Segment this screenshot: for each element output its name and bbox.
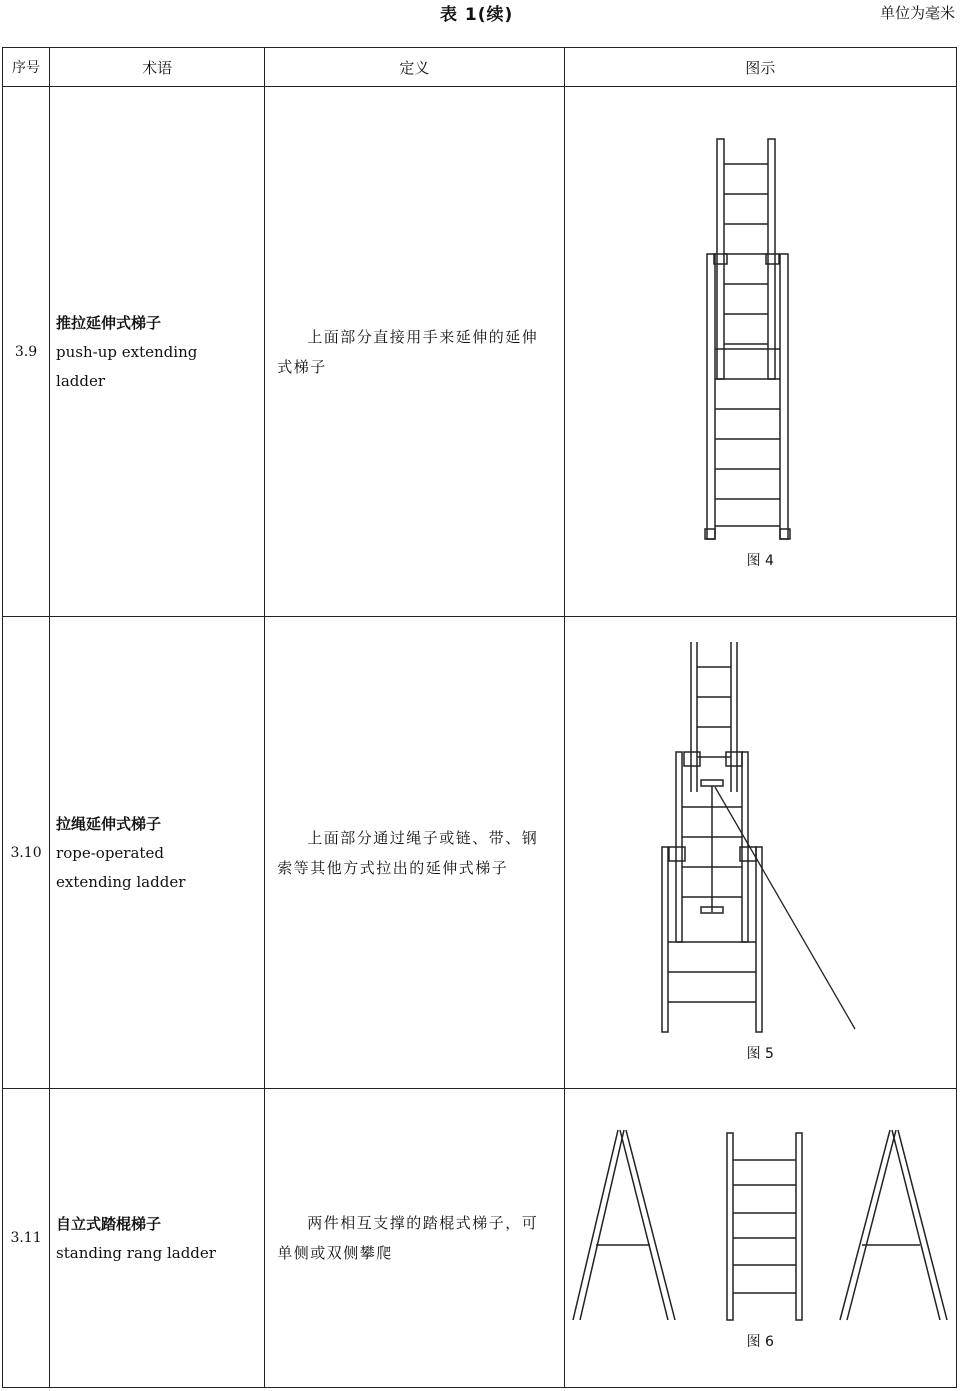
row-number: 3.10 (3, 617, 50, 1089)
term-english: push-up extending (56, 342, 198, 361)
term-cell (50, 617, 265, 1089)
term-chinese: 自立式踏棍梯子 (56, 1214, 162, 1233)
col-header-definition: 定义 (265, 48, 564, 87)
standing-rung-ladder-figure (570, 1125, 950, 1325)
definition-text: 两件相互支撑的踏棍式梯子，可单侧或双侧攀爬 (277, 1214, 539, 1262)
table-row (3, 87, 957, 617)
term-english: rope-operated (56, 843, 164, 862)
terms-table (2, 47, 957, 1388)
rope-operated-extending-ladder-figure (655, 642, 865, 1037)
definition-text: 上面部分直接用手来延伸的延伸式梯子 (277, 327, 539, 376)
col-header-no: 序号 (3, 48, 50, 87)
term-english: standing rang ladder (56, 1243, 216, 1262)
table-row (3, 1089, 957, 1388)
term-chinese: 拉绳延伸式梯子 (56, 814, 162, 833)
term-cell (50, 87, 265, 617)
definition-text: 上面部分通过绳子或链、带、钢索等其他方式拉出的延伸式梯子 (277, 828, 539, 877)
table-row (3, 617, 957, 1089)
col-header-term: 术语 (50, 48, 265, 87)
definition-cell (265, 87, 564, 617)
term-chinese: 推拉延伸式梯子 (56, 313, 162, 332)
figure-cell (564, 87, 956, 617)
push-up-extending-ladder-figure (700, 134, 820, 544)
table-title: 表 1(续) (440, 5, 514, 25)
term-cell (50, 1089, 265, 1388)
term-english: ladder (56, 371, 106, 390)
definition-cell (265, 617, 564, 1089)
definition-cell (265, 1089, 564, 1388)
figure-caption: 图 5 (746, 1046, 774, 1062)
figure-cell (564, 1089, 956, 1388)
row-number: 3.9 (3, 87, 50, 617)
figure-cell (564, 617, 956, 1089)
table-header-row (3, 48, 957, 87)
unit-label: 单位为毫米 (879, 4, 955, 22)
figure-caption: 图 6 (746, 1334, 774, 1350)
figure-caption: 图 4 (746, 552, 774, 569)
col-header-figure: 图示 (564, 48, 956, 87)
row-number: 3.11 (3, 1089, 50, 1388)
term-english: extending ladder (56, 872, 186, 891)
